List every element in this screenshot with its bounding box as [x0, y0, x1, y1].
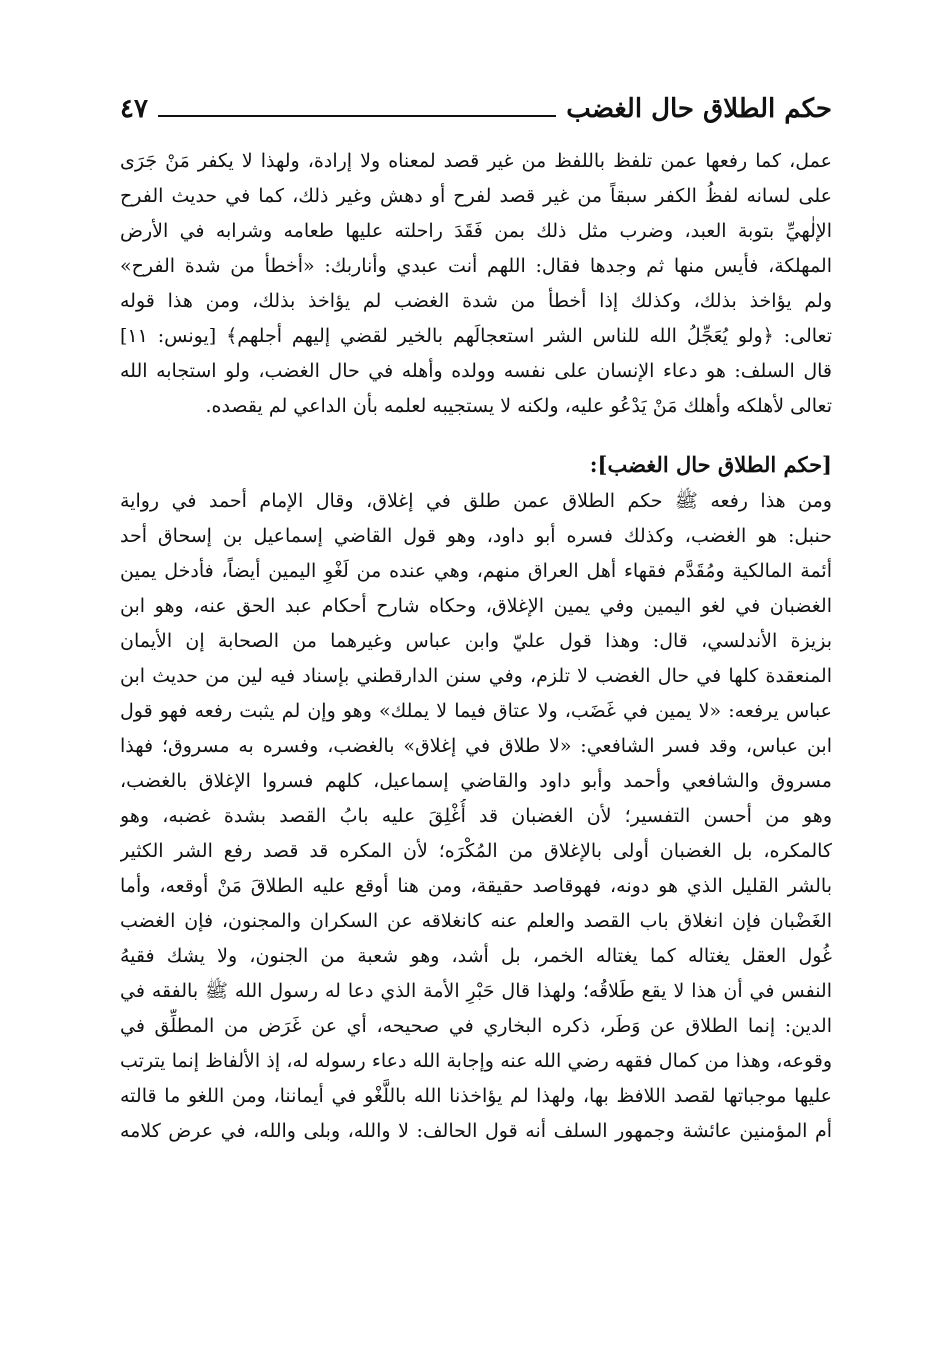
section-heading: [حكم الطلاق حال الغضب]: [589, 452, 832, 477]
text-line: ولم يؤاخذ بذلك، وكذلك إذا أخطأ من شدة الغضب لم يؤاخذ بذلك، ومن هذا قوله [120, 290, 832, 312]
text-line: الدين: إنما الطلاق عن وَطَر، ذكره البخاري في صحيحه، أي عن غَرَض من المطلِّق في [120, 1015, 832, 1037]
header-rule [158, 115, 556, 117]
text-line: مسروق والشافعي وأحمد وأبو داود والقاضي إسماعيل، كلهم فسروا الإغلاق بالغضب، [120, 770, 832, 792]
text-line: بزيزة الأندلسي، قال: وهذا قول عليّ وابن عباس وغيرهما من الصحابة إن الأيمان [120, 630, 832, 652]
page-number: ٤٧ [120, 94, 148, 124]
text-line: عليها موجباتها لقصد اللافظ بها، ولهذا لم يؤاخذنا الله باللَّغْو في أيماننا، ومن اللغو ما قالته [120, 1085, 832, 1107]
text-line: أم المؤمنين عائشة وجمهور السلف أنه قول الحالف: لا والله، وبلى والله، في عرض كلامه [120, 1120, 832, 1142]
paragraph-section [120, 484, 832, 1149]
running-title: حكم الطلاق حال الغضب [566, 94, 832, 124]
text-line: حنبل: هو الغضب، وكذلك فسره أبو داود، وهو قول القاضي إسماعيل بن إسحاق أحد [120, 525, 832, 547]
text-line: على لسانه لفظُ الكفر سبقاً من غير قصد لفرح أو دهش وغير ذلك، كما في حديث الفرح [120, 185, 832, 207]
text-line: عباس يرفعه: «لا يمين في غَضَب، ولا عتاق فيما لا يملك» وهو وإن لم يثبت رفعه فهو قول [120, 700, 832, 722]
text-line: وهو من أحسن التفسير؛ لأن الغضبان قد أُغْلِقَ عليه بابُ القصد بشدة غضبه، وهو [120, 805, 832, 827]
text-line: غُول العقل يغتاله كما يغتاله الخمر، بل أشد، وهو شعبة من الجنون، ولا يشك فقيهُ [120, 945, 832, 967]
text-line: ومن هذا رفعه ﷺ حكم الطلاق عمن طلق في إغلاق، وقال الإمام أحمد في رواية [120, 490, 832, 512]
text-line: تعالى: ﴿ولو يُعَجِّلُ الله للناس الشر استعجالَهم بالخير لقضي إليهم أجلهم﴾ [يونس: ١١] [120, 325, 832, 347]
text-line: تعالى لأهلكه وأهلك مَنْ يَدْعُو عليه، ولكنه لا يستجيبه لعلمه بأن الداعي لم يقصده. [205, 395, 832, 417]
text-line: الغَضْبان فإن انغلاق باب القصد والعلم عنه كانغلاقه عن السكران والمجنون، فإن الغضب [120, 910, 832, 932]
text-line: قال السلف: هو دعاء الإنسان على نفسه وولده وأهله في حال الغضب، ولو استجابه الله [120, 360, 832, 382]
text-line: المهلكة، فأيس منها ثم وجدها فقال: اللهم أنت عبدي وأناربك: «أخطأ من شدة الفرح» [120, 255, 832, 277]
text-line: المنعقدة كلها في حال الغضب لا تلزم، وفي سنن الدارقطني بإسناد فيه لين من حديث ابن [120, 665, 832, 687]
text-line: عمل، كما رفعها عمن تلفظ باللفظ من غير قصد لمعناه ولا إرادة، ولهذا لا يكفر مَنْ جَرَى [120, 150, 832, 172]
text-line: النفس في أن هذا لا يقع طَلاقُه؛ ولهذا قال حَبْرِ الأمة الذي دعا له رسول الله ﷺ بالفقه في [120, 980, 832, 1002]
running-header [120, 92, 832, 124]
text-line: الإلٰهيِّ بتوبة العبد، وضرب مثل ذلك بمن فَقَدَ راحلته عليها طعامه وشرابه في الأرض [120, 220, 832, 242]
text-line: ابن عباس، وقد فسر الشافعي: «لا طلاق في إغلاق» بالغضب، وفسره به مسروق؛ فهذا [120, 735, 832, 757]
text-line: أئمة المالكية ومُقَدَّم فقهاء أهل العراق منهم، وهي عنده من لَغْوِ اليمين أيضاً، فأدخل يمين [120, 560, 832, 582]
text-line: بالشر القليل الذي هو دونه، فهوقاصد حقيقة، ومن هنا أوقع عليه الطلاقَ مَنْ أوقعه، وأما [120, 875, 832, 897]
text-line: كالمكره، بل الغضبان أولى بالإغلاق من المُكْرَه؛ لأن المكره قد قصد رفع الشر الكثير [120, 840, 832, 862]
paragraph-intro [120, 144, 832, 424]
text-line: وقوعه، وهذا من كمال فقهه رضي الله عنه وإجابة الله دعاء رسوله له، إذ الألفاظ إنما يترتب [120, 1050, 832, 1072]
text-line: الغضبان في لغو اليمين وفي يمين الإغلاق، وحكاه شارح أحكام عبد الحق عنه، وهو ابن [120, 595, 832, 617]
